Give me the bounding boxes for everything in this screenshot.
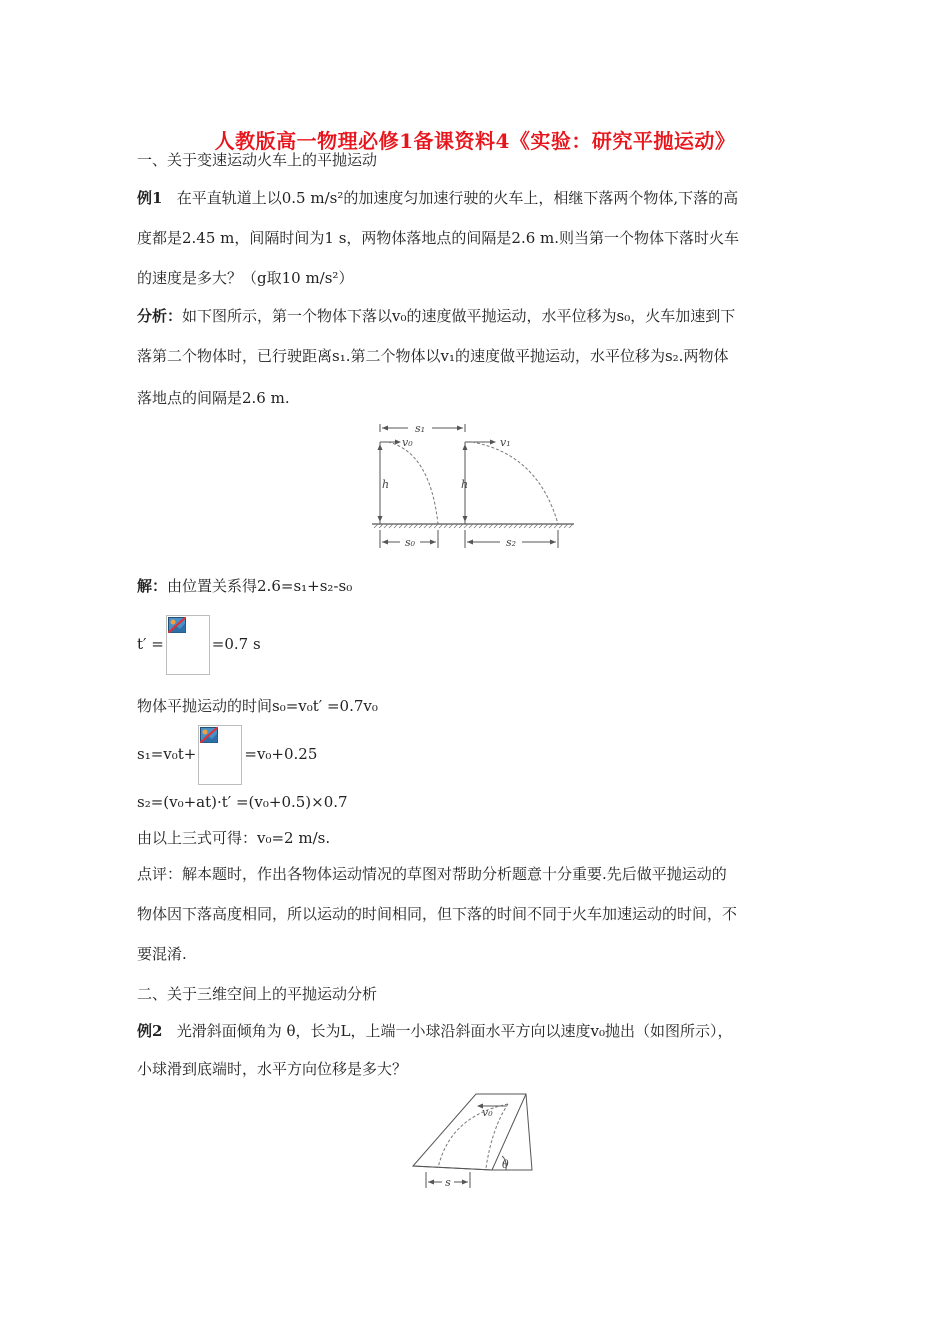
label-s0: s₀ bbox=[404, 536, 416, 549]
label-v0-2: v₀ bbox=[482, 1106, 493, 1119]
comment-line-1: 点评：解本题时，作出各物体运动情况的草图对帮助分析题意十分重要.先后做平抛运动的 bbox=[137, 865, 727, 883]
example-2-line-1 bbox=[137, 1021, 733, 1041]
t-prefix: t′ = bbox=[137, 635, 164, 653]
label-s2: s₂ bbox=[505, 536, 517, 549]
t-suffix: =0.7 s bbox=[211, 635, 261, 653]
solution-label: 解： bbox=[137, 577, 168, 595]
figure-1-projectile-diagram bbox=[368, 418, 580, 554]
solution-line-3: 物体平抛运动的时间s₀=v₀t′ =0.7v₀ bbox=[137, 697, 378, 715]
broken-image-icon bbox=[168, 617, 186, 633]
solution-line-s1 bbox=[137, 724, 317, 785]
label-v1: v₁ bbox=[500, 436, 511, 449]
example-1-label: 例1 bbox=[137, 189, 163, 207]
solution-line-t bbox=[137, 614, 261, 675]
formula-image-2 bbox=[198, 725, 242, 785]
s1-prefix: s₁=v₀t+ bbox=[137, 745, 197, 763]
analysis-line-2: 落第二个物体时，已行驶距离s₁.第二个物体以v₁的速度做平抛运动，水平位移为s₂.两物体 bbox=[137, 347, 729, 365]
analysis-label: 分析： bbox=[137, 307, 183, 325]
formula-image-1 bbox=[166, 615, 210, 675]
section-heading-1: 一、关于变速运动火车上的平抛运动 bbox=[137, 151, 378, 169]
example-2-label: 例2 bbox=[137, 1022, 163, 1040]
solution-line-5: s₂=(v₀+at)·t′ =(v₀+0.5)×0.7 bbox=[137, 793, 348, 811]
label-theta: θ bbox=[502, 1158, 509, 1171]
label-v0: v₀ bbox=[402, 436, 413, 449]
figure-2-incline-diagram bbox=[410, 1088, 542, 1192]
page-title: 人教版高一物理必修1备课资料4《实验：研究平抛运动》 bbox=[214, 129, 736, 153]
solution-line-6: 由以上三式可得：v₀=2 m/s. bbox=[137, 829, 331, 847]
example-1-text-1: 在平直轨道上以0.5 m/s²的加速度匀加速行驶的火车上，相继下落两个物体,下落的高 bbox=[176, 189, 739, 207]
example-1-line-1 bbox=[137, 188, 738, 208]
analysis-line-1 bbox=[137, 306, 735, 326]
broken-image-icon bbox=[200, 727, 218, 743]
label-h-1: h bbox=[382, 478, 390, 491]
example-1-line-3: 的速度是多大？（g取10 m/s²） bbox=[137, 269, 354, 287]
analysis-line-3: 落地点的间隔是2.6 m. bbox=[137, 389, 290, 407]
solution-text-1: 由位置关系得2.6=s₁+s₂-s₀ bbox=[167, 577, 353, 595]
section-heading-2: 二、关于三维空间上的平抛运动分析 bbox=[137, 985, 378, 1003]
label-s1: s₁ bbox=[414, 422, 426, 435]
label-s: s bbox=[445, 1176, 451, 1189]
comment-line-2: 物体因下落高度相同，所以运动的时间相同，但下落的时间不同于火车加速运动的时间，不 bbox=[137, 905, 738, 923]
solution-line-1 bbox=[137, 576, 352, 596]
example-2-text-1: 光滑斜面倾角为 θ，长为L，上端一小球沿斜面水平方向以速度v₀抛出（如图所示）， bbox=[176, 1022, 733, 1040]
example-1-line-2: 度都是2.45 m，间隔时间为1 s，两物体落地点的间隔是2.6 m.则当第一个物体下落时火车 bbox=[137, 229, 740, 247]
example-2-line-2: 小球滑到底端时，水平方向位移是多大？ bbox=[137, 1060, 408, 1078]
s1-suffix: =v₀+0.25 bbox=[244, 745, 318, 763]
comment-line-3: 要混淆. bbox=[137, 945, 187, 963]
analysis-text-1: 如下图所示，第一个物体下落以v₀的速度做平抛运动，水平位移为s₀，火车加速到下 bbox=[182, 307, 736, 325]
label-h-2: h bbox=[461, 478, 469, 491]
